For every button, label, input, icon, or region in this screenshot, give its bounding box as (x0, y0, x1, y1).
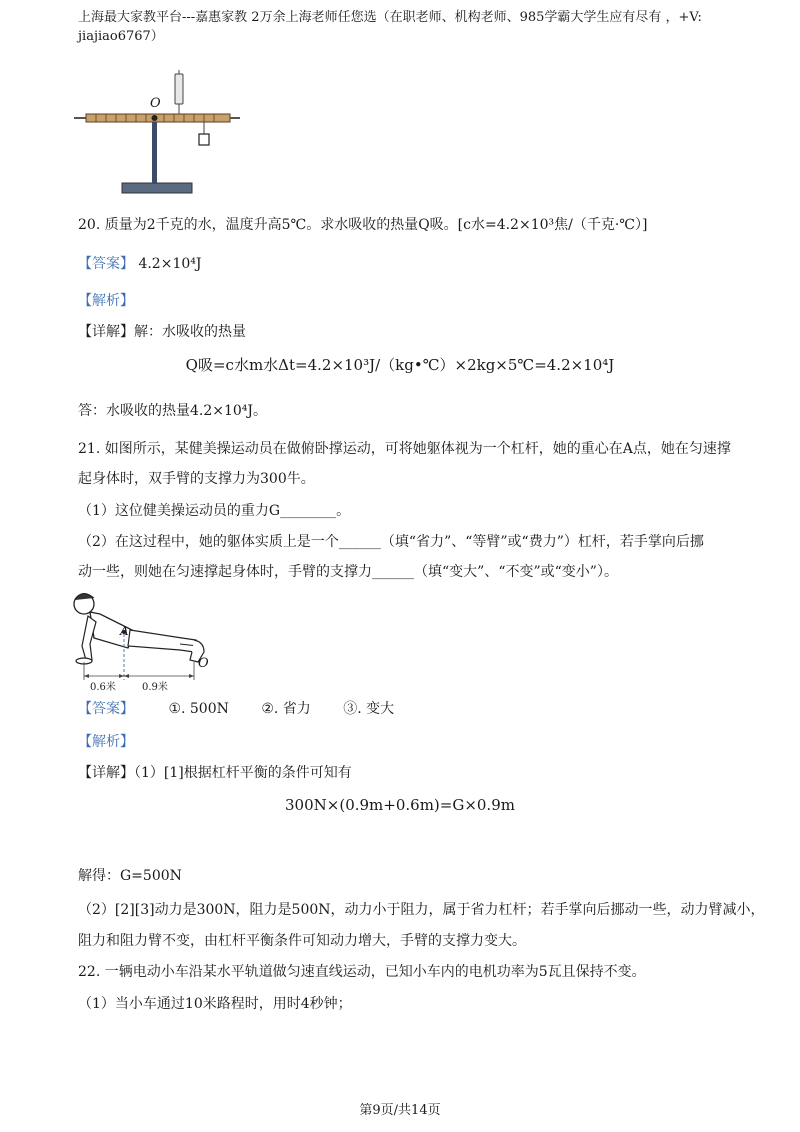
q21-part2-line2: 阻力和阻力臂不变，由杠杆平衡条件可知动力增大，手臂的支撑力变大。 (78, 933, 526, 949)
q21-solve: 解得：G=500N (78, 868, 182, 884)
header-line-2: jiajiao6767） (78, 29, 164, 44)
q21-question-line1: 21. 如图所示，某健美操运动员在做俯卧撑运动，可将她躯体视为一个杠杆，她的重心在A点，她在匀速撑 (78, 441, 731, 457)
detail-tag: 【详解】 (78, 765, 134, 781)
q22-sub1: （1）当小车通过10米路程时，用时4秒钟； (78, 996, 352, 1012)
q21-part2-line1: （2）[2][3]动力是300N，阻力是500N，动力小于阻力，属于省力杠杆；若手掌向后挪动一些，动力臂减小， (78, 902, 765, 918)
q20-analysis-tag: 【解析】 (78, 293, 134, 309)
point-a-label: A (120, 624, 129, 638)
q20-conclusion: 答：水吸收的热量4.2×10⁴J。 (78, 403, 268, 419)
q21-answer-3: ③. 变大 (343, 701, 395, 717)
q21-answer-line (78, 698, 394, 718)
q20-formula: Q吸=c水m水Δt=4.2×10³J/（kg•℃）×2kg×5℃=4.2×10⁴J (185, 356, 615, 374)
q20-detail-line (78, 321, 246, 341)
q21-formula: 300N×(0.9m+0.6m)=G×0.9m (285, 796, 515, 814)
pivot-label-o: O (150, 96, 161, 111)
lever-figure (72, 68, 242, 198)
answer-tag: 【答案】 (78, 256, 134, 272)
q21-detail-line (78, 762, 352, 782)
q20-answer: 4.2×10⁴J (138, 256, 202, 272)
q20-question: 20. 质量为2千克的水，温度升高5℃。求水吸收的热量Q吸。[c水=4.2×10³焦/（千克·℃）] (78, 217, 648, 233)
header-line-1: 上海最大家教平台---嘉惠家教 2万余上海老师任您选（在职老师、机构老师、985学霸大学生应有尽有 ，+V: (78, 10, 702, 25)
q21-answer-2: ②. 省力 (261, 701, 311, 717)
q21-sub1: （1）这位健美操运动员的重力G________。 (78, 503, 351, 519)
distance-label-2: 0.9米 (142, 682, 168, 693)
distance-label-1: 0.6米 (90, 682, 116, 693)
page-number: 第9页/共14页 (359, 1103, 441, 1118)
q21-sub2-line2: 动一些，则她在匀速撑起身体时，手臂的支撑力______（填“变大”、“不变”或“变小”）。 (78, 564, 618, 580)
q21-question-line2: 起身体时，双手臂的支撑力为300牛。 (78, 471, 315, 487)
q21-analysis-tag: 【解析】 (78, 734, 134, 750)
q20-detail-text: 解：水吸收的热量 (134, 324, 246, 340)
detail-tag: 【详解】 (78, 324, 134, 340)
q22-question: 22. 一辆电动小车沿某水平轨道做匀速直线运动，已知小车内的电机功率为5瓦且保持不变。 (78, 964, 646, 980)
q21-answer-1: ①. 500N (168, 701, 229, 717)
q21-detail-text: （1）[1]根据杠杆平衡的条件可知有 (134, 765, 352, 781)
pushup-figure (70, 586, 220, 690)
point-o-label: O (198, 656, 209, 671)
q20-answer-line (78, 253, 202, 273)
page-header (78, 8, 738, 46)
answer-tag: 【答案】 (78, 701, 134, 717)
q21-sub2-line1: （2）在这过程中，她的躯体实质上是一个______（填“省力”、“等臂”或“费力”）杠杆，若手掌向后挪 (78, 534, 704, 550)
